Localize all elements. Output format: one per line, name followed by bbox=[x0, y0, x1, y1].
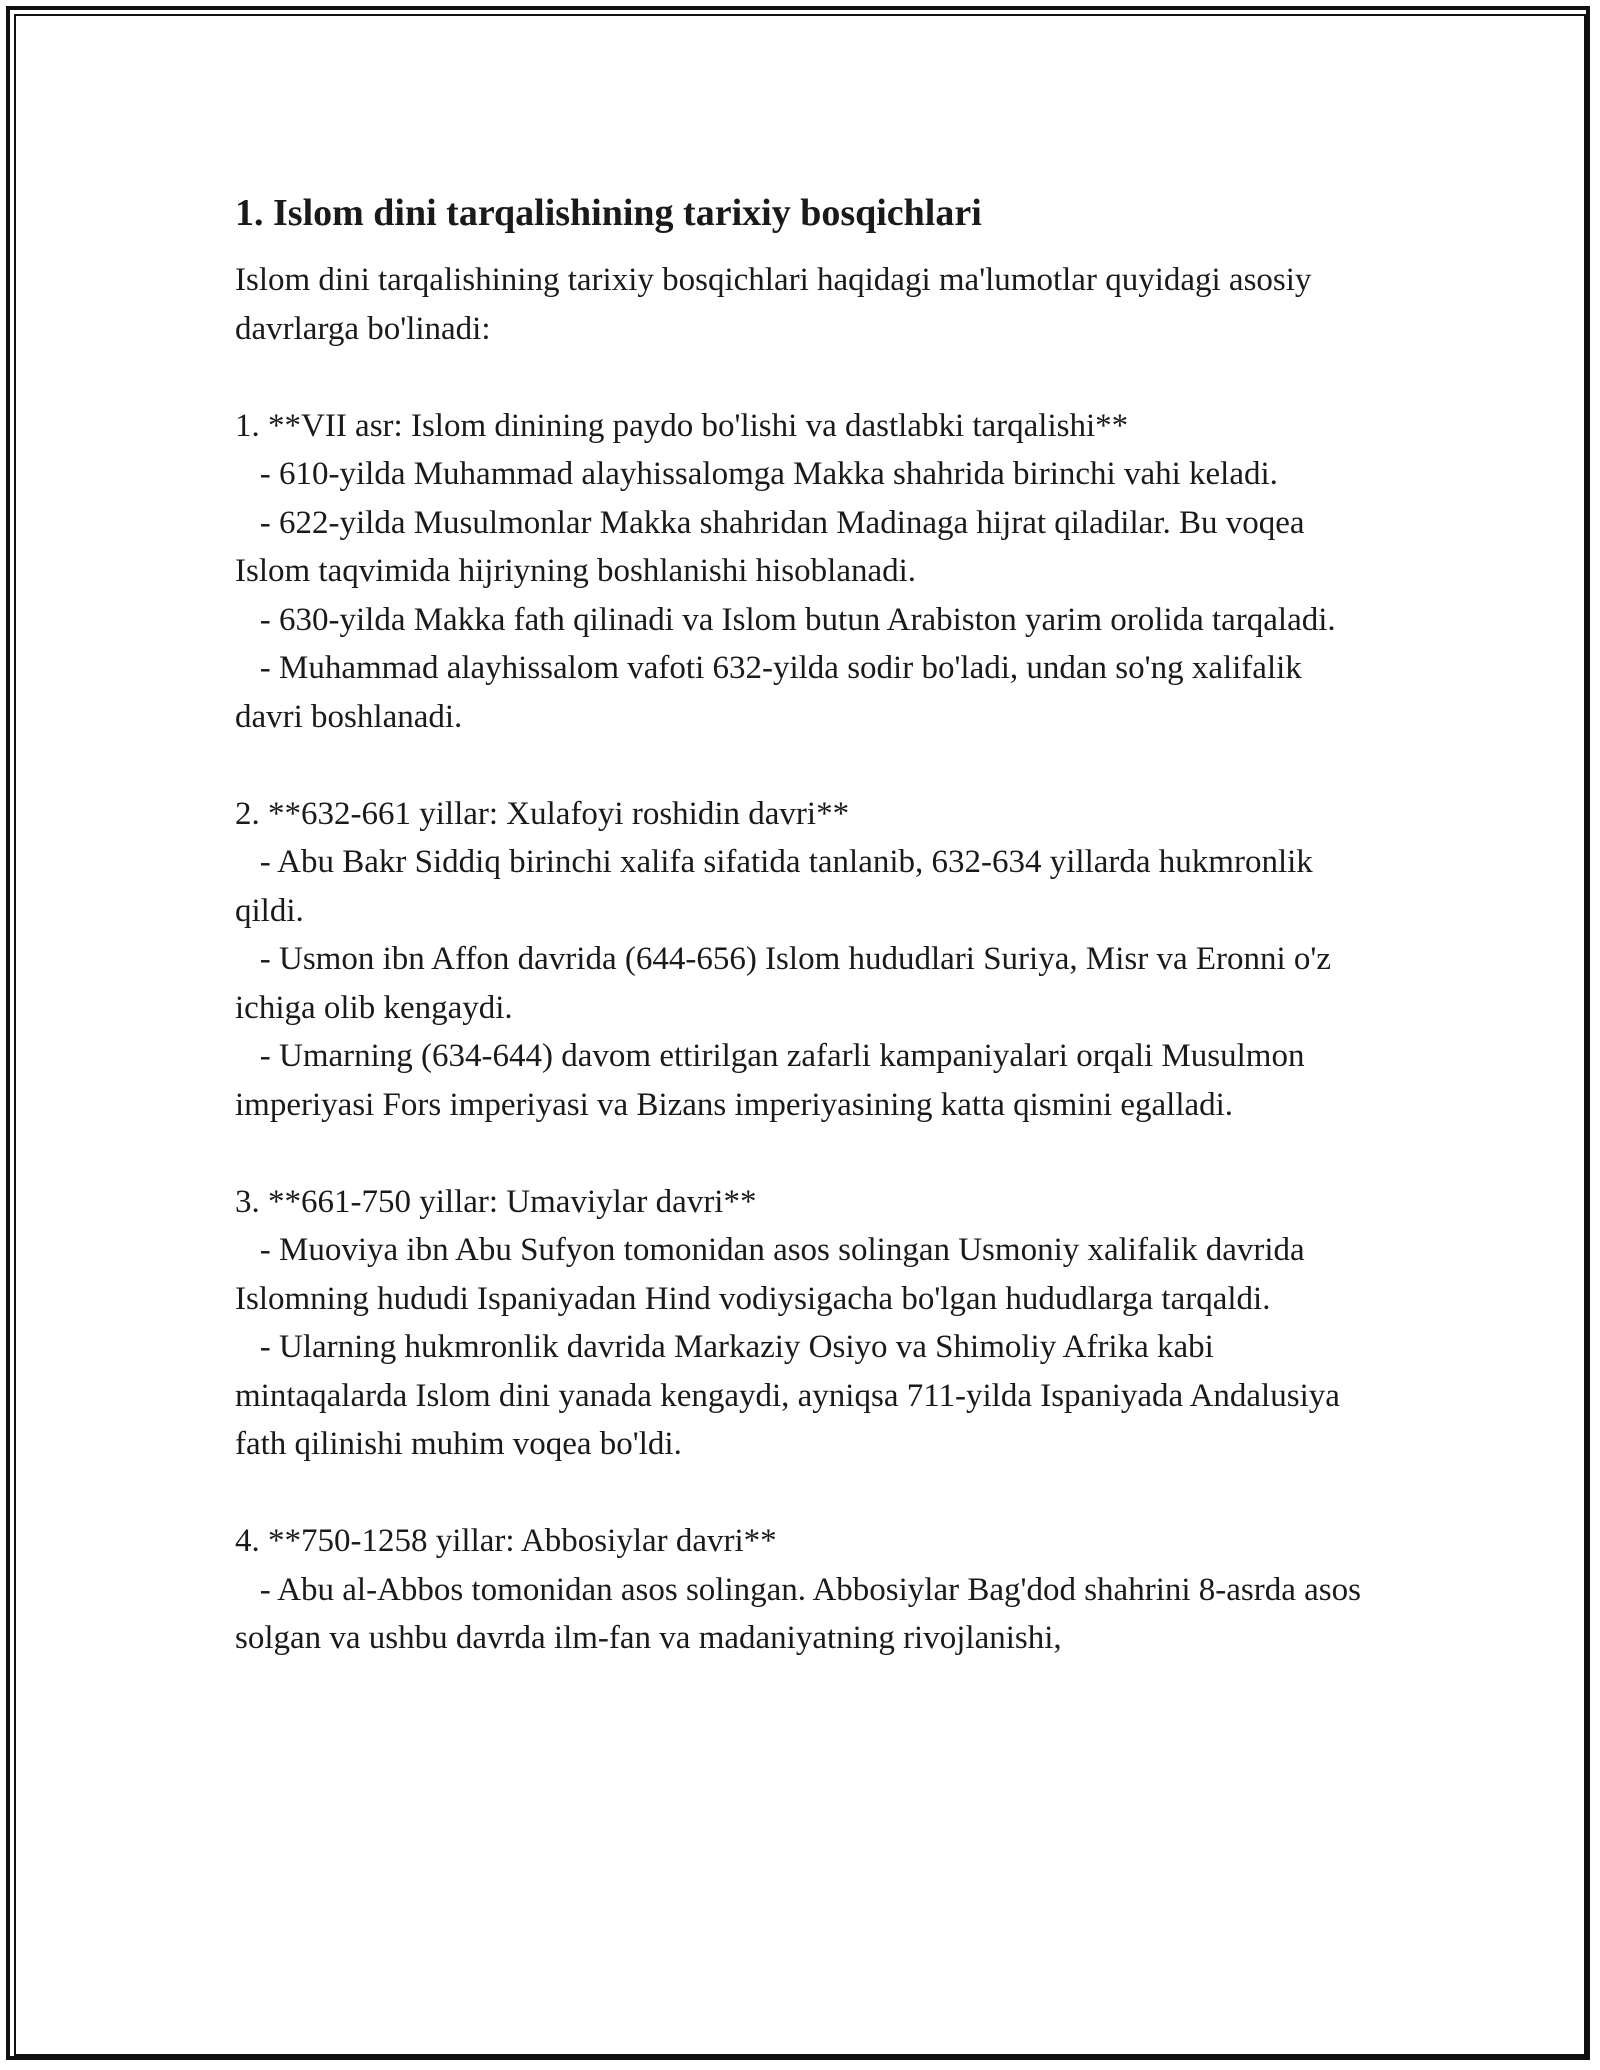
document-body: Islom dini tarqalishining tarixiy bosqichlari haqidagi ma'lumotlar quyidagi asosiy davrlarga bo'linadi: 1. **VII asr: Islom dinining paydo bo'lishi va dastlabki tarqalishi** - 610-yilda Muhammad alayhissalomga Makka shahrida birinchi vahi keladi. - 622-yilda Musulmonlar Makka shahridan Madinaga hijrat qiladilar. Bu voqea Islom taqvimida hijriyning boshlanishi hisoblanadi. - 630-yilda Makka fath qilinadi va Islom butun Arabiston yarim orolida tarqaladi. - Muhammad alayhissalom vafoti 632-yilda sodir bo'ladi, undan so'ng xalifalik davri boshlanadi. 2. **632-661 yillar: Xulafoyi roshidin davri** - Abu Bakr Siddiq birinchi xalifa sifatida tanlanib, 632-634 yillarda hukmronlik qildi. - Usmon ibn Affon davrida (644-656) Islom hududlari Suriya, Misr va Eronni o'z ichiga olib kengaydi. - Umarning (634-644) davom ettirilgan zafarli kampaniyalari orqali Musulmon imperiyasi Fors imperiyasi va Bizans imperiyasining katta qismini egalladi. 3. **661-750 yillar: Umaviylar davri** - Muoviya ibn Abu Sufyon tomonidan asos solingan Usmoniy xalifalik davrida Islomning hududi Ispaniyadan Hind vodiysigacha bo'lgan hududlarga tarqaldi. - Ularning hukmronlik davrida Markaziy Osiyo va Shimoliy Afrika kabi mintaqalarda Islom dini yanada kengaydi, ayniqsa 711-yilda Ispaniyada Andalusiya fath qilinishi muhim voqea bo'ldi. 4. **750-1258 yillar: Abbosiylar davri** - Abu al-Abbos tomonidan asos solingan. Abbosiylar Bag'dod shahrini 8-asrda asos solgan va ushbu davrda ilm-fan va madaniyatning rivojlanishi, bbox=[235, 262, 1361, 1656]
document-title: 1. Islom dini tarqalishining tarixiy bosqichlari bbox=[235, 192, 982, 234]
document-content bbox=[235, 180, 1365, 1663]
